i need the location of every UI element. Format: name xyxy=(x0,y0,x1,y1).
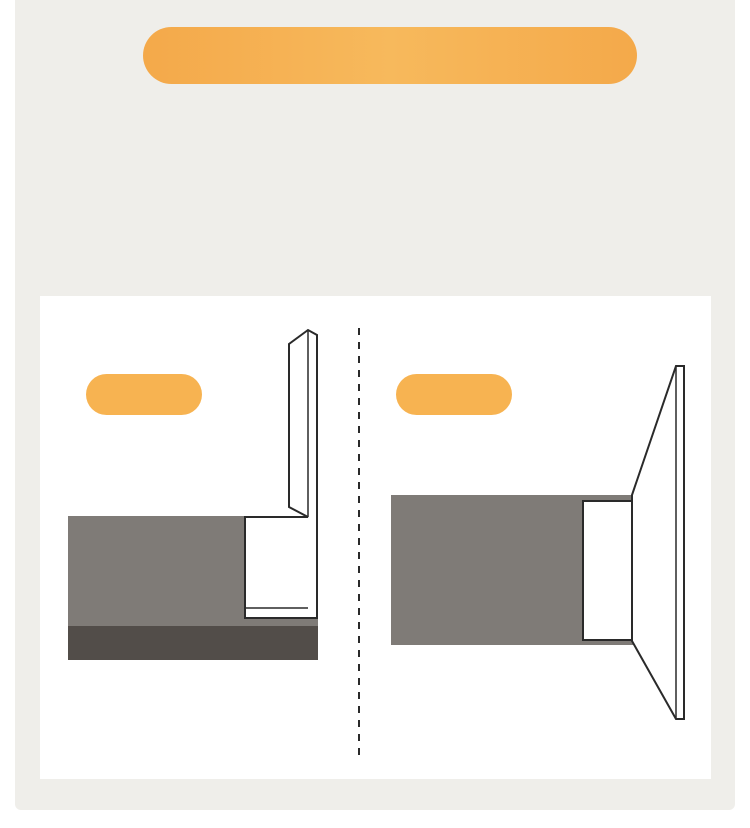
top-view-illustration xyxy=(391,366,684,719)
top-mount-bracket xyxy=(583,501,632,640)
title-banner xyxy=(143,27,637,84)
diagram-illustration xyxy=(40,296,711,779)
side-view-badge xyxy=(86,374,202,415)
top-view-badge xyxy=(396,374,512,415)
side-acrylic-leg xyxy=(245,330,317,618)
side-tabletop-edge xyxy=(68,626,318,660)
acrylic-leg-diagram xyxy=(40,296,711,779)
